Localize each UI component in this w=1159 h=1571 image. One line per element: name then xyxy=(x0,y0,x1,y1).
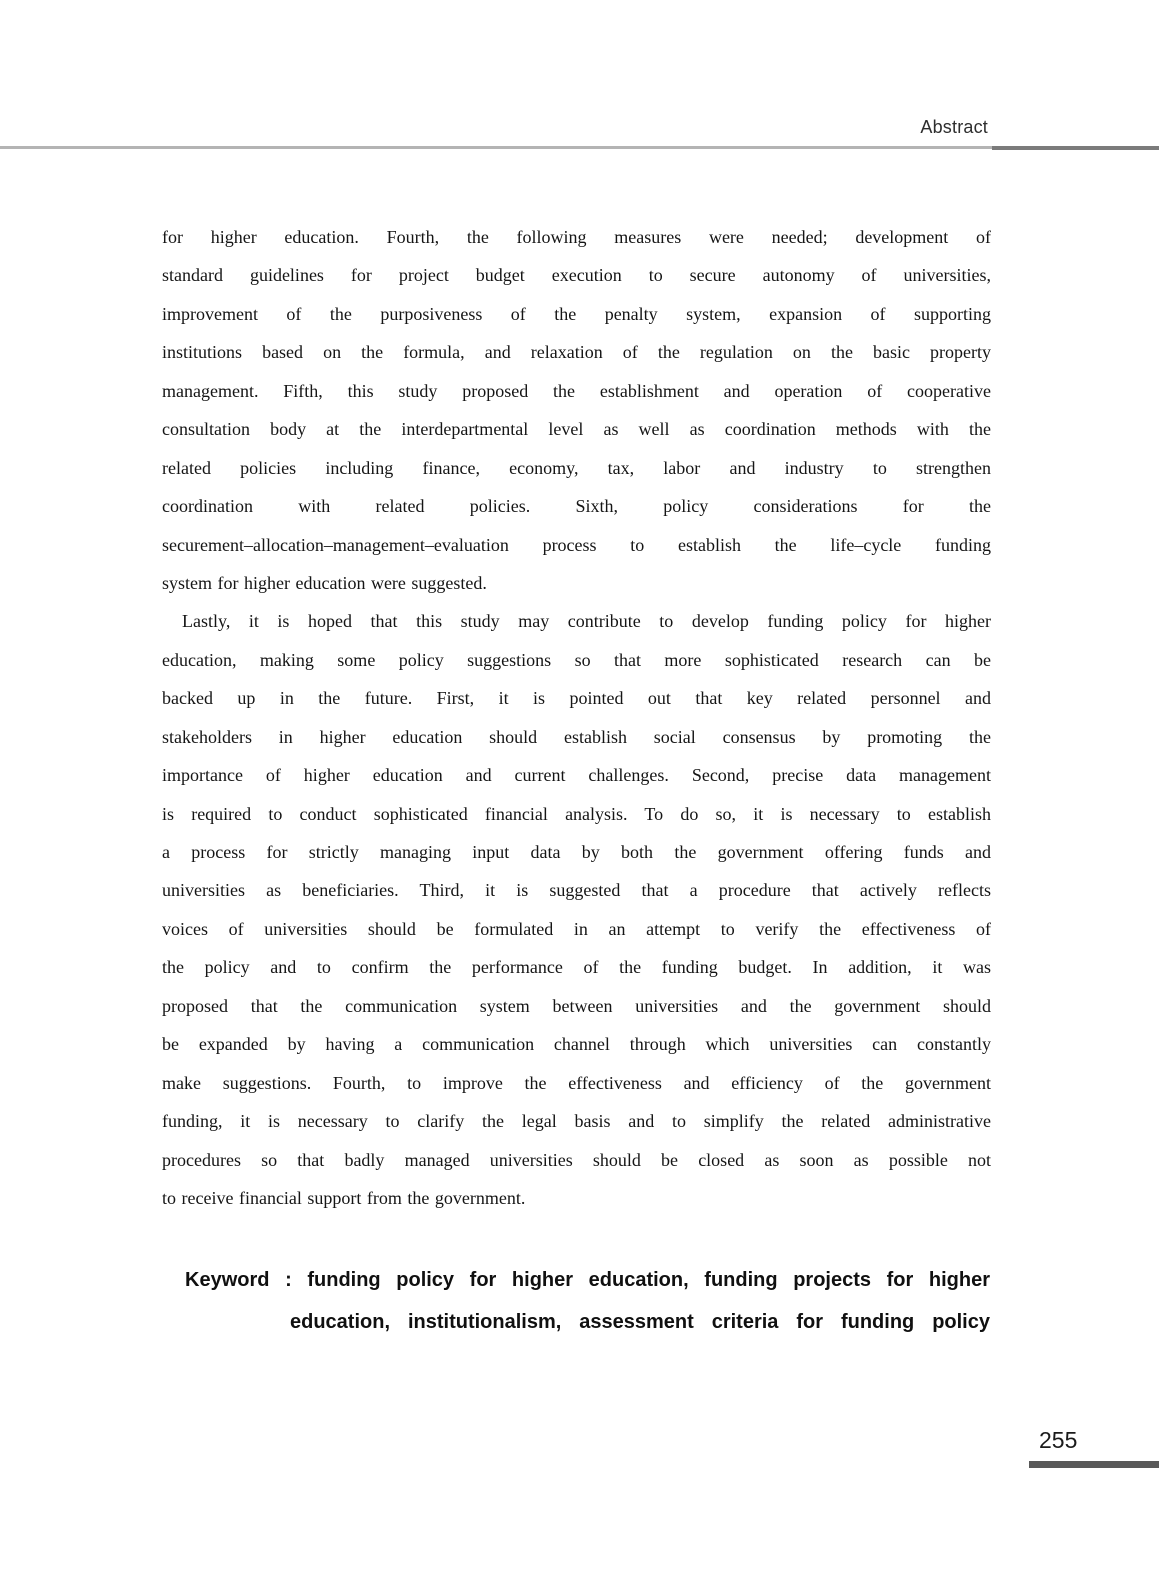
text-line: stakeholders in higher education should establish social consensus by promoting the xyxy=(162,726,991,747)
text-line: institutions based on the formula, and relaxation of the regulation on the basic property xyxy=(162,342,991,363)
text-line: procedures so that badly managed universities should be closed as soon as possible not xyxy=(162,1149,991,1170)
text-line: coordination with related policies. Sixth, policy considerations for the xyxy=(162,496,991,517)
text-line: to receive financial support from the government. xyxy=(162,1187,526,1208)
text-line: improvement of the purposiveness of the penalty system, expansion of supporting xyxy=(162,303,991,324)
header-rule-dark xyxy=(992,146,1159,150)
text-line: standard guidelines for project budget execution to secure autonomy of universities, xyxy=(162,265,991,286)
paragraph-2 xyxy=(162,602,991,1217)
text-line: system for higher education were suggested. xyxy=(162,572,487,593)
text-line: is required to conduct sophisticated financial analysis. To do so, it is necessary to establish xyxy=(162,803,991,824)
text-line: the policy and to confirm the performance of the funding budget. In addition, it was xyxy=(162,957,991,978)
text-line: management. Fifth, this study proposed the establishment and operation of cooperative xyxy=(162,380,991,401)
text-line: securement–allocation–management–evaluation process to establish the life–cycle funding xyxy=(162,534,991,555)
footer-bar xyxy=(1029,1461,1159,1468)
running-header-title: Abstract xyxy=(920,117,988,137)
text-line: a process for strictly managing input data by both the government offering funds and xyxy=(162,842,991,862)
header-rule-light xyxy=(0,146,992,149)
text-line: for higher education. Fourth, the following measures were needed; development of xyxy=(162,227,991,247)
text-line: proposed that the communication system between universities and the government should xyxy=(162,995,991,1016)
text-line: universities as beneficiaries. Third, it is suggested that a procedure that actively reflects xyxy=(162,880,991,901)
abstract-body xyxy=(162,218,991,1217)
header-rule xyxy=(0,146,1159,151)
keyword-line-2: education, institutionalism, assessment criteria for funding policy xyxy=(290,1311,990,1333)
page-number: 255 xyxy=(1039,1427,1078,1453)
text-line: backed up in the future. First, it is pointed out that key related personnel and xyxy=(162,688,991,709)
text-line: Lastly, it is hoped that this study may contribute to develop funding policy for higher xyxy=(182,611,991,632)
text-line: education, making some policy suggestions so that more sophisticated research can be xyxy=(162,649,991,670)
text-line: funding, it is necessary to clarify the legal basis and to simplify the related administrative xyxy=(162,1111,991,1132)
text-line: voices of universities should be formulated in an attempt to verify the effectiveness of xyxy=(162,918,991,939)
text-line: importance of higher education and current challenges. Second, precise data management xyxy=(162,765,991,786)
keyword-line-1: Keyword : funding policy for higher education, funding projects for higher xyxy=(185,1269,990,1291)
paragraph-1 xyxy=(162,218,991,602)
keyword-section xyxy=(185,1259,990,1343)
text-line: be expanded by having a communication channel through which universities can constantly xyxy=(162,1034,991,1055)
text-line: related policies including finance, economy, tax, labor and industry to strengthen xyxy=(162,457,991,478)
text-line: consultation body at the interdepartmental level as well as coordination methods with the xyxy=(162,419,991,440)
text-line: make suggestions. Fourth, to improve the effectiveness and efficiency of the government xyxy=(162,1072,991,1093)
